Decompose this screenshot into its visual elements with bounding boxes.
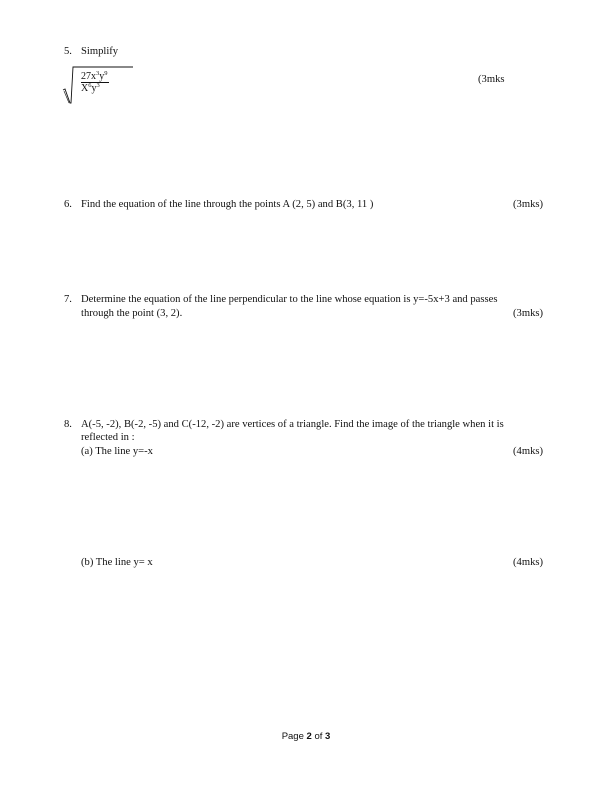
question-number: 7. [64,294,72,305]
question-text-line-1: Determine the equation of the line perpendicular to the line whose equation is y=-5x+3 and passes [81,294,498,305]
question-text-line-2: reflected in : [81,432,135,443]
marks-label: (3mks [478,74,505,85]
marks-label: (3mks) [513,199,544,210]
fraction-numerator: $27x^3y^9$ [81,70,108,82]
question-number: 8. [64,419,72,430]
page-footer: Page 2 of 3 [281,731,331,742]
part-a-marks: (4mks) [513,446,544,457]
part-a-label: (a) The line y=-x [81,446,153,457]
fraction-denominator: $X^6y^3$ [81,82,100,94]
question-number: 6. [64,199,72,210]
question-number: 5. [64,46,72,57]
marks-label: (3mks) [513,308,544,319]
part-b-marks: (4mks) [513,557,544,568]
question-text: Simplify [81,46,119,57]
question-text-line-1: A(-5, -2), B(-2, -5) and C(-12, -2) are vertices of a triangle. Find the image of the triangle when it is [81,419,504,430]
question-text: Find the equation of the line through the points A (2, 5) and B(3, 11 ) [81,199,374,210]
question-text-line-2: through the point (3, 2). [81,308,183,319]
total-pages-number: 3 [325,731,331,742]
fraction-expression [81,71,109,94]
current-page-number: 2 [306,731,312,742]
part-b-label: (b) The line y= x [81,557,153,568]
